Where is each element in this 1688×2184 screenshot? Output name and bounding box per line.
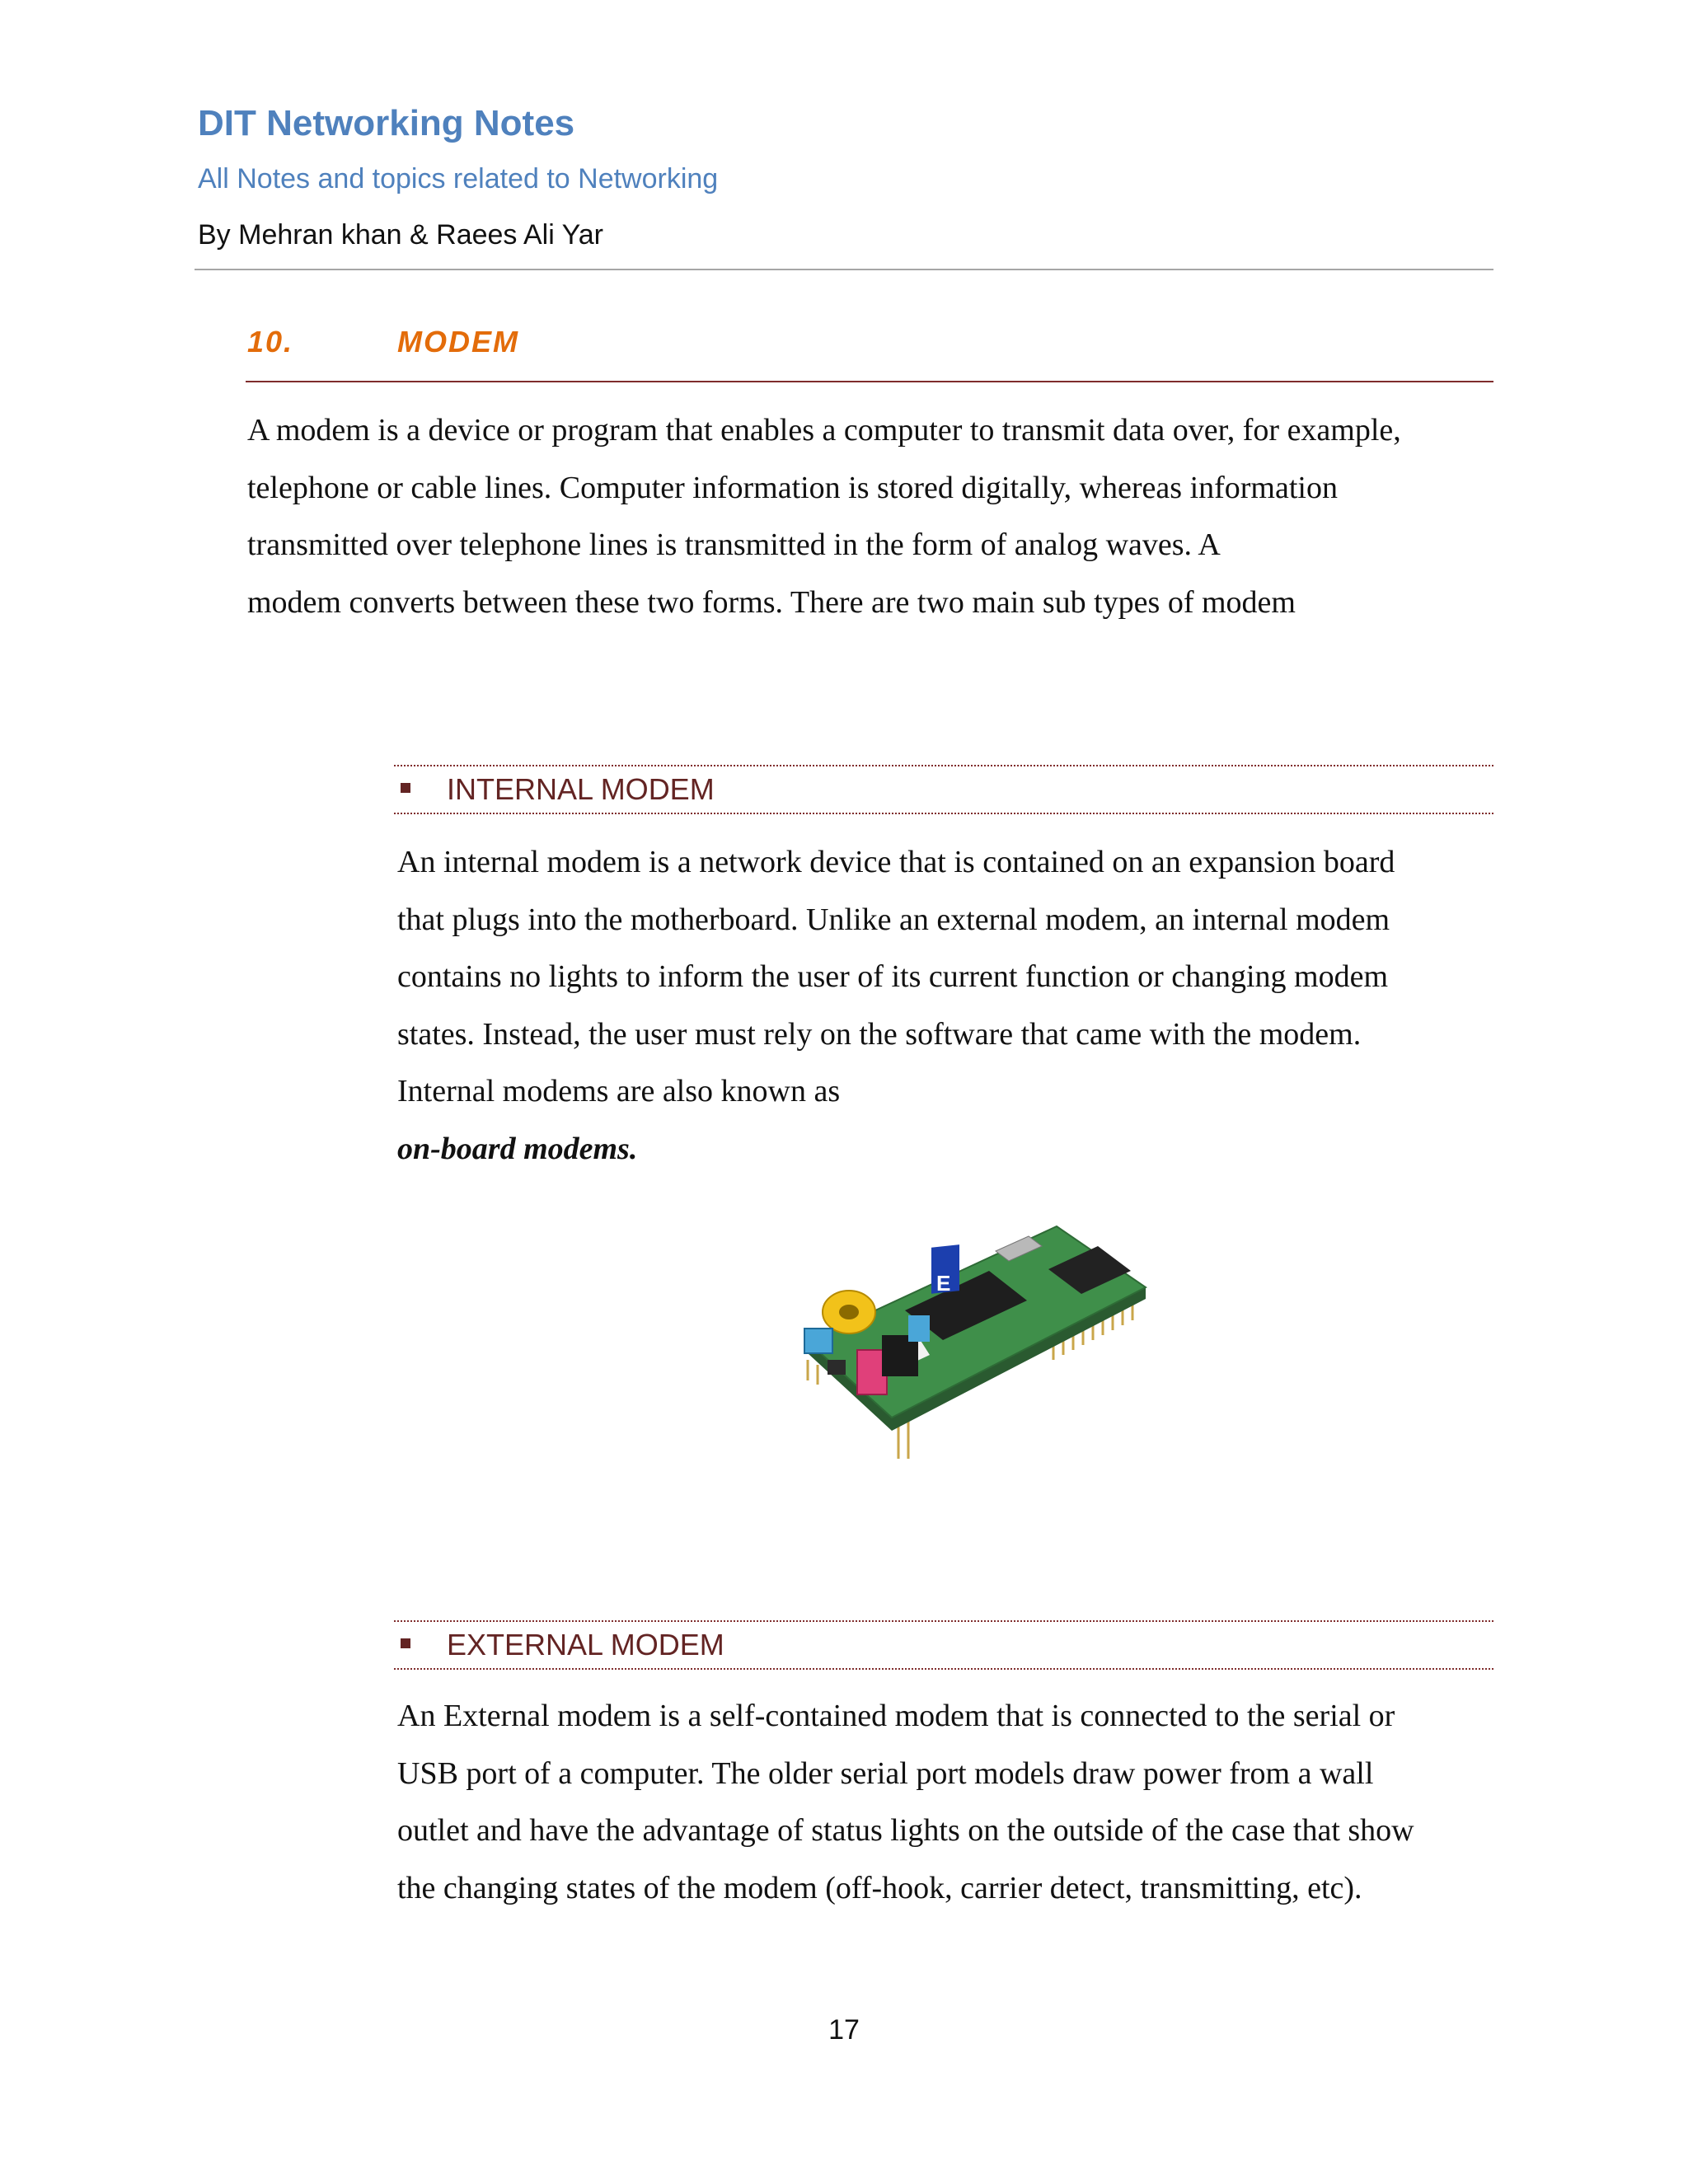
intro-line: A modem is a device or program that enables a computer to transmit data over, for example, [247, 413, 1401, 448]
internal-modem-image [725, 1220, 1170, 1467]
internal-modem-paragraph [397, 834, 1502, 1178]
intro-line: transmitted over telephone lines is transmitted in the form of analog waves. A [247, 527, 1221, 562]
external-modem-paragraph [397, 1688, 1502, 1917]
internal-modem-heading [394, 765, 1493, 814]
internal-modem-line [397, 1063, 1502, 1178]
internal-modem-line: An internal modem is a network device that is contained on an expansion board [397, 845, 1395, 879]
svg-text:E: E [936, 1271, 951, 1296]
internal-modem-line: that plugs into the motherboard. Unlike an external modem, an internal modem [397, 902, 1390, 937]
internal-modem-line: states. Instead, the user must rely on the software that came with the modem. [397, 1016, 1362, 1052]
intro-paragraph [247, 402, 1500, 631]
document-subtitle: All Notes and topics related to Networking [198, 163, 719, 194]
internal-modem-line: contains no lights to inform the user of its current function or changing modem [397, 959, 1389, 994]
square-bullet-icon [401, 783, 410, 793]
internal-modem-heading-label: INTERNAL MODEM [447, 772, 715, 806]
on-board-modems-emphasis: on-board modems. [397, 1131, 638, 1166]
external-modem-line: outlet and have the advantage of status lights on the outside of the case that show [397, 1813, 1414, 1848]
section-heading [246, 321, 1493, 382]
document-title: DIT Networking Notes [198, 103, 575, 143]
internal-modem-line-prefix: Internal modems are also known as [397, 1074, 841, 1108]
intro-line: modem converts between these two forms. There are two main sub types of modem [247, 584, 1296, 620]
header-divider [195, 269, 1493, 270]
external-modem-heading-label: EXTERNAL MODEM [447, 1628, 724, 1661]
external-modem-heading [394, 1620, 1493, 1670]
modem-phone-jack [804, 1329, 832, 1353]
square-bullet-icon [401, 1638, 410, 1648]
external-modem-line: An External modem is a self-contained modem that is connected to the serial or [397, 1699, 1395, 1733]
external-modem-line: the changing states of the modem (off-hook, carrier detect, transmitting, etc). [397, 1870, 1362, 1905]
section-title: MODEM [397, 325, 519, 359]
modem-blue-component [908, 1315, 930, 1342]
document-authors: By Mehran khan & Raees Ali Yar [198, 219, 604, 251]
page-header [198, 99, 1493, 254]
section-number: 10. [247, 325, 294, 359]
external-modem-line: USB port of a computer. The older serial port models draw power from a wall [397, 1755, 1374, 1791]
page-number: 17 [828, 2014, 860, 2046]
intro-line: telephone or cable lines. Computer information is stored digitally, whereas information [247, 470, 1338, 505]
